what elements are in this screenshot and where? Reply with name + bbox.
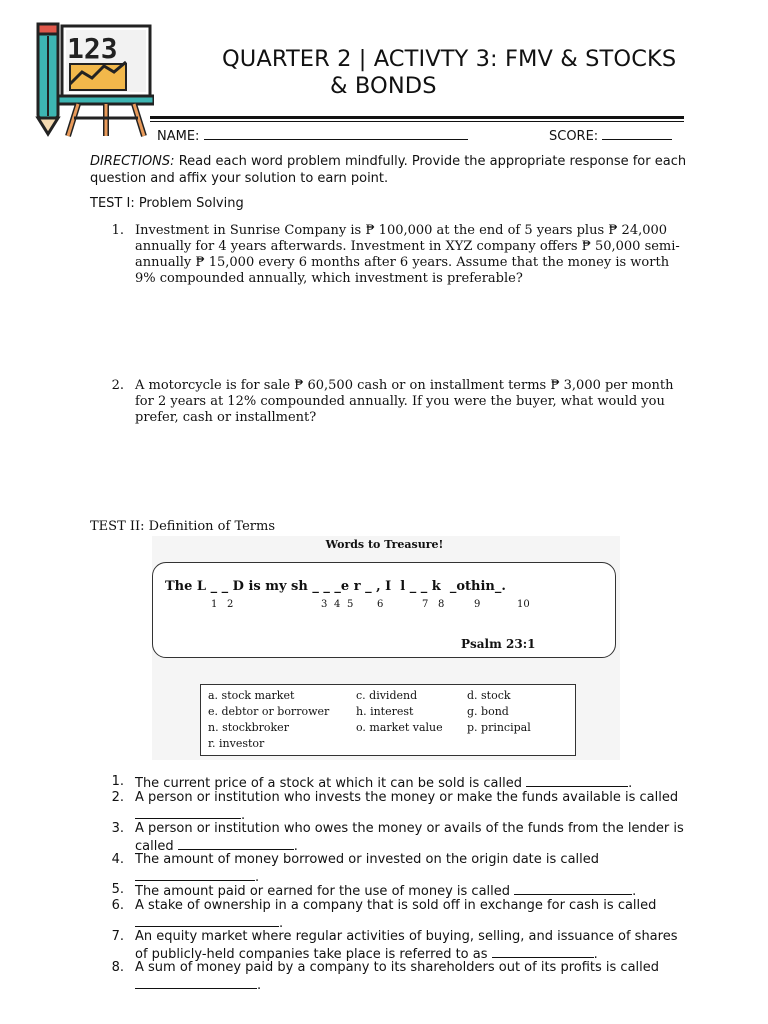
score-label: SCORE: [549, 129, 599, 144]
figure-title: Words to Treasure! [325, 538, 444, 551]
directions-label: DIRECTIONS: [90, 154, 175, 169]
item-text-cont: called [135, 839, 174, 854]
choice-item: n. stockbroker [208, 721, 289, 734]
puzzle-digit: 10 [517, 599, 530, 610]
directions-text: Read each word problem mindfully. Provide the appropriate response for each question and affix your solution to earn point. [90, 154, 687, 186]
item-text-end: . [279, 916, 284, 931]
title-line-2: & BONDS [330, 73, 437, 99]
item-number: 7. [111, 929, 124, 944]
choice-item: e. debtor or borrower [208, 705, 330, 718]
choice-item: g. bond [467, 705, 509, 718]
problem-text: A motorcycle is for sale ₱ 60,500 cash or on installment terms ₱ 3,000 per month for 2 years at 12% compounded annually. If you were the buyer, what would you prefer, cash or installment? [135, 378, 674, 425]
puzzle-digit: 6 [377, 599, 384, 610]
name-label: NAME: [157, 129, 200, 144]
choice-item: d. stock [467, 689, 511, 702]
item-text: A sum of money paid by a company to its shareholders out of its profits is called [135, 960, 660, 975]
psalm-reference: Psalm 23:1 [461, 637, 536, 651]
item-text: A person or institution who owes the money or avails of the funds from the lender is [135, 821, 684, 836]
header-rule [150, 116, 684, 119]
svg-text:123: 123 [67, 32, 118, 65]
item-text: A stake of ownership in a company that is sold off in exchange for cash is called [135, 898, 657, 913]
item-number: 6. [111, 898, 124, 913]
answer-blank[interactable] [135, 868, 255, 881]
puzzle-box [152, 562, 616, 658]
puzzle-text: The L _ _ D is my sh _ _ _e r _ , I l _ _ k _othin_. [165, 579, 506, 594]
item-number: 2. [111, 790, 124, 805]
item-text-end: . [255, 870, 260, 885]
puzzle-digit: 2 [227, 599, 234, 610]
directions [90, 153, 690, 187]
choice-item: h. interest [356, 705, 414, 718]
name-field[interactable] [157, 126, 468, 144]
choice-item: o. market value [356, 721, 443, 734]
item-number: 8. [111, 960, 124, 975]
puzzle-digit: 7 [422, 599, 429, 610]
item-text: The amount of money borrowed or invested on the origin date is called [135, 852, 600, 867]
answer-blank[interactable] [135, 914, 279, 927]
puzzle-digit: 5 [347, 599, 354, 610]
problem-number: 2. [111, 378, 124, 393]
score-field[interactable] [549, 126, 672, 144]
item-text: An equity market where regular activities of buying, selling, and issuance of shares [135, 929, 678, 944]
item-text: The current price of a stock at which it can be sold is called [135, 776, 522, 791]
puzzle-digit: 3 [321, 599, 328, 610]
chart-easel-icon [30, 14, 154, 138]
problem-text: Investment in Sunrise Company is ₱ 100,000 at the end of 5 years plus ₱ 24,000 annually for 4 years afterwards. Investment in XYZ company offers ₱ 50,000 semi-annually ₱ 15,000 every 6 months after 6 years. Assume that the money is worth 9% compounded annually, which investment is preferable? [135, 223, 680, 286]
puzzle-digit: 4 [334, 599, 341, 610]
item-number: 4. [111, 852, 124, 867]
header-rule-thin [150, 121, 684, 122]
puzzle-digit: 8 [438, 599, 445, 610]
item-text-end: . [241, 808, 246, 823]
choice-item: a. stock market [208, 689, 295, 702]
item-text-cont: of publicly-held companies take place is referred to as [135, 947, 488, 962]
item-text: A person or institution who invests the money or make the funds available is called [135, 790, 679, 805]
answer-blank[interactable] [178, 837, 294, 850]
choice-item: r. investor [208, 737, 265, 750]
name-blank[interactable] [204, 126, 468, 140]
choices-box [200, 684, 576, 756]
answer-blank[interactable] [514, 882, 632, 895]
answer-blank[interactable] [135, 806, 241, 819]
answer-blank[interactable] [492, 945, 594, 958]
choice-item: p. principal [467, 721, 531, 734]
words-to-treasure-figure [152, 536, 620, 760]
test2-heading: TEST II: Definition of Terms [90, 519, 276, 534]
problem-number: 1. [111, 223, 124, 238]
item-text-end: . [257, 978, 262, 993]
item-number: 5. [111, 882, 124, 897]
item-number: 1. [111, 774, 124, 789]
answer-blank[interactable] [526, 774, 628, 787]
score-blank[interactable] [602, 126, 672, 140]
puzzle-digit: 1 [211, 599, 218, 610]
title-line-1: QUARTER 2 | ACTIVTY 3: FMV & STOCKS [222, 46, 677, 72]
puzzle-digit: 9 [474, 599, 481, 610]
answer-blank[interactable] [135, 976, 257, 989]
item-text: The amount paid or earned for the use of money is called [135, 884, 511, 899]
choice-item: c. dividend [356, 689, 418, 702]
page-title [222, 46, 676, 100]
item-number: 3. [111, 821, 124, 836]
test1-heading: TEST I: Problem Solving [90, 196, 244, 211]
